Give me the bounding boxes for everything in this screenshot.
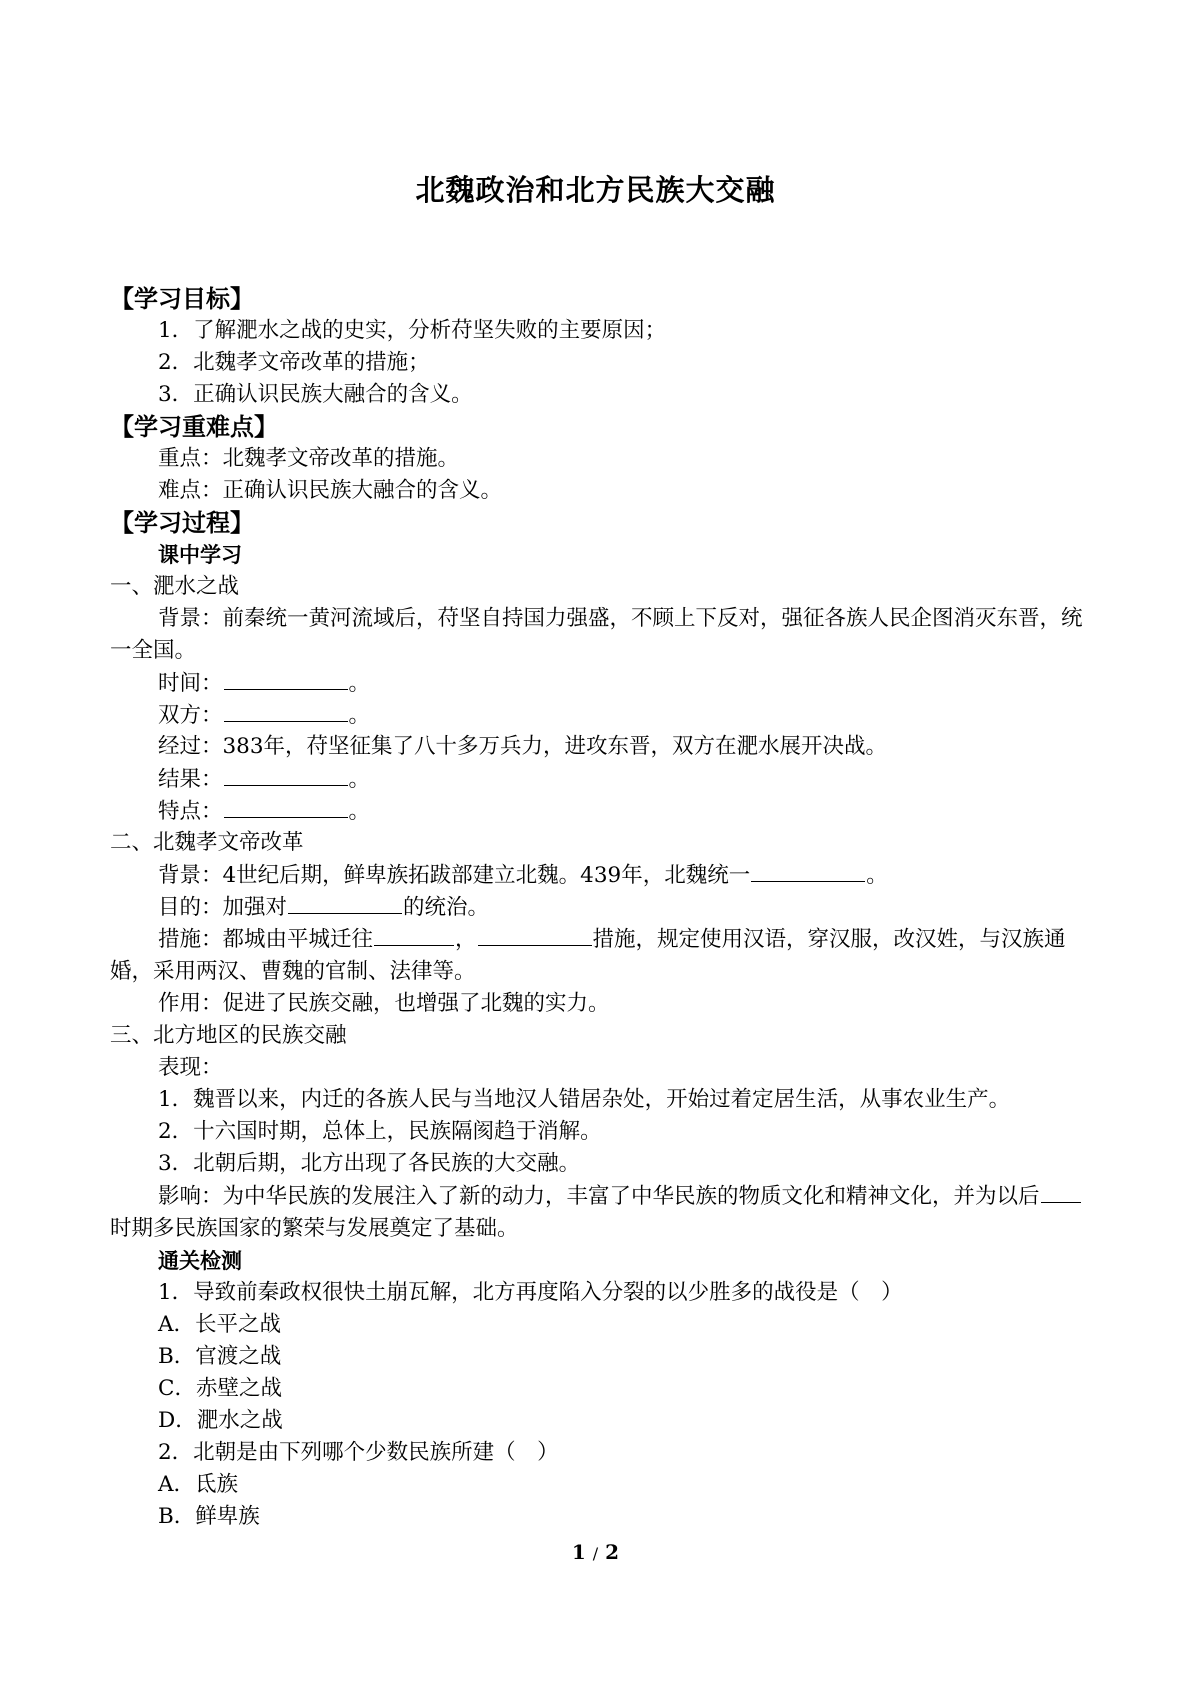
q2-option: B．鲜卑族 — [158, 1504, 260, 1529]
comma: ， — [455, 927, 477, 952]
q1-option: A．长平之战 — [158, 1312, 282, 1337]
q2-option: A．氐族 — [158, 1472, 239, 1497]
page-number — [0, 1540, 1191, 1564]
unify-blank[interactable] — [751, 859, 865, 882]
s1-result-label: 结果： — [158, 767, 223, 792]
page-current: 1 — [571, 1540, 586, 1564]
s2-measures-post: 措施，规定使用汉语，穿汉服，改汉姓，与汉族通婚，采用两汉、曹魏的官制、法律等。 — [110, 927, 1066, 984]
s2-purpose-row — [110, 891, 1095, 923]
s1-time-row — [110, 667, 1095, 699]
key-point-focus: 重点：北魏孝文帝改革的措施。 — [158, 446, 460, 471]
sides-blank[interactable] — [224, 699, 348, 722]
s1-result-row — [110, 763, 1095, 795]
goal-item: 3．正确认识民族大融合的含义。 — [158, 382, 473, 407]
check-heading: 通关检测 — [158, 1249, 242, 1273]
measure-blank[interactable] — [478, 923, 592, 946]
end-mark: 。 — [866, 863, 888, 888]
s2-background-text: 背景：4世纪后期，鲜卑族拓跋部建立北魏。439年，北魏统一 — [158, 863, 751, 888]
section-2-title: 二、北魏孝文帝改革 — [110, 830, 304, 855]
s3-influence-pre: 影响：为中华民族的发展注入了新的动力，丰富了中华民族的物质文化和精神文化，并为以后 — [158, 1184, 1040, 1209]
page-total: 2 — [605, 1540, 620, 1564]
document-body — [110, 283, 1095, 1533]
page-title: 北魏政治和北方民族大交融 — [415, 173, 776, 207]
section-3-title: 三、北方地区的民族交融 — [110, 1023, 347, 1048]
s1-sides-row — [110, 699, 1095, 731]
key-point-difficulty: 难点：正确认识民族大融合的含义。 — [158, 478, 503, 503]
section-1-title: 一、淝水之战 — [110, 574, 240, 599]
s1-time-label: 时间： — [158, 671, 223, 696]
question-2: 2．北朝是由下列哪个少数民族所建（ ） — [158, 1440, 559, 1465]
end-mark: 。 — [348, 799, 371, 824]
s1-background: 背景：前秦统一黄河流域后，苻坚自持国力强盛，不顾上下反对，强征各族人民企图消灭东晋，统一全国。 — [110, 606, 1083, 663]
s3-manifest-label: 表现： — [158, 1055, 223, 1080]
in-class-heading: 课中学习 — [158, 543, 242, 567]
process-heading: 【学习过程】 — [110, 509, 254, 537]
s1-feature-row — [110, 795, 1095, 827]
influence-blank[interactable] — [1041, 1180, 1081, 1203]
page-separator: / — [592, 1544, 599, 1563]
s2-measures — [110, 923, 1095, 988]
s3-item: 2．十六国时期，总体上，民族隔阂趋于消解。 — [158, 1119, 602, 1144]
feature-blank[interactable] — [224, 795, 348, 818]
s3-item: 1．魏晋以来，内迁的各族人民与当地汉人错居杂处，开始过着定居生活，从事农业生产。 — [158, 1087, 1011, 1112]
capital-blank[interactable] — [374, 923, 454, 946]
end-mark: 。 — [348, 703, 371, 728]
s2-measures-pre: 措施：都城由平城迁往 — [158, 927, 374, 952]
purpose-blank[interactable] — [288, 891, 402, 914]
s2-purpose-post: 的统治。 — [403, 895, 490, 920]
question-1: 1．导致前秦政权很快土崩瓦解，北方再度陷入分裂的以少胜多的战役是（ ） — [158, 1280, 903, 1305]
s3-item: 3．北朝后期，北方出现了各民族的大交融。 — [158, 1151, 581, 1176]
s3-influence — [110, 1180, 1095, 1245]
q1-option: B．官渡之战 — [158, 1344, 282, 1369]
s1-sides-label: 双方： — [158, 703, 223, 728]
goals-heading: 【学习目标】 — [110, 285, 254, 313]
s1-course: 经过：383年，苻坚征集了八十多万兵力，进攻东晋，双方在淝水展开决战。 — [158, 734, 888, 759]
q1-option: C．赤壁之战 — [158, 1376, 282, 1401]
end-mark: 。 — [348, 767, 371, 792]
s2-effect: 作用：促进了民族交融，也增强了北魏的实力。 — [158, 991, 610, 1016]
goal-item: 1．了解淝水之战的史实，分析苻坚失败的主要原因； — [158, 318, 667, 343]
s2-background-row — [110, 859, 1095, 891]
s2-purpose-pre: 目的：加强对 — [158, 895, 288, 920]
result-blank[interactable] — [224, 763, 348, 786]
end-mark: 。 — [348, 671, 371, 696]
key-points-heading: 【学习重难点】 — [110, 413, 278, 441]
s1-feature-label: 特点： — [158, 799, 223, 824]
s3-influence-post: 时期多民族国家的繁荣与发展奠定了基础。 — [110, 1216, 519, 1241]
time-blank[interactable] — [224, 667, 348, 690]
q1-option: D．淝水之战 — [158, 1408, 283, 1433]
goal-item: 2．北魏孝文帝改革的措施； — [158, 350, 430, 375]
